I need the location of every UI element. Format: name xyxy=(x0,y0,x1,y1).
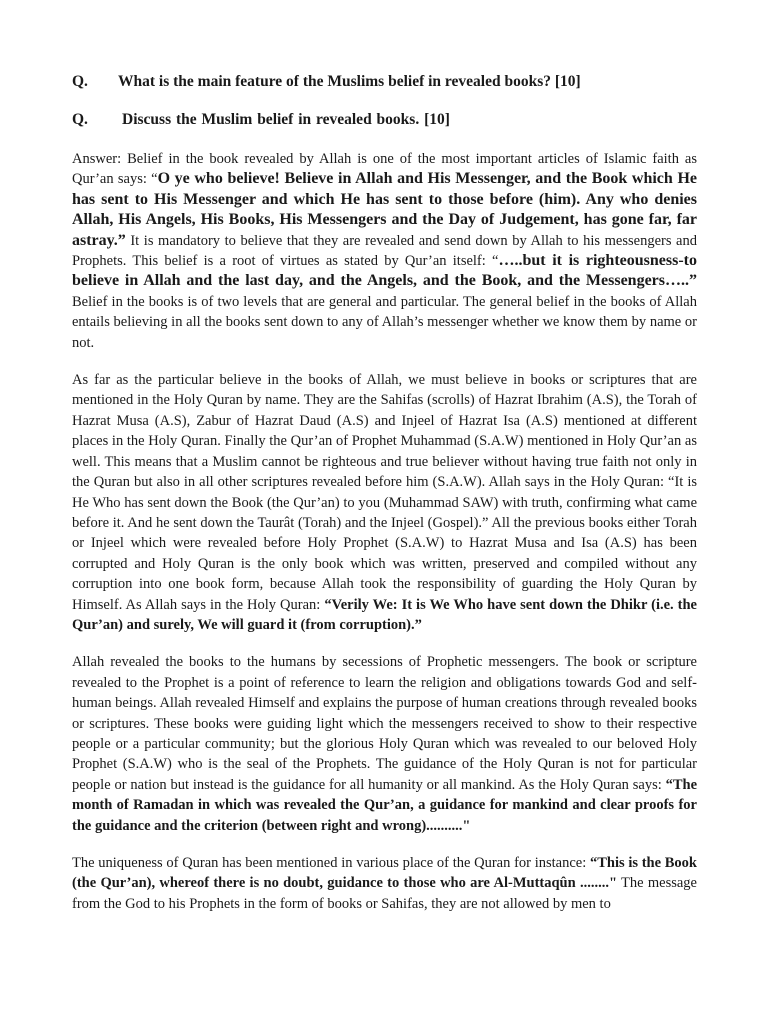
quran-quote-5: “This is the Book (the Qur’an), whereof there is no doubt, guidance to those who are Al-Muttaqûn ........" xyxy=(72,855,697,892)
answer-middle: It is mandatory to believe that they are revealed and send down by Allah to his messengers and Prophets. This belief is a root of virtues as stated by Qur’an itself: “ xyxy=(72,232,697,270)
question-1-text: What is the main feature of the Muslims belief in revealed books? [10] xyxy=(118,73,581,90)
paragraph-gap xyxy=(72,635,697,652)
quran-quote-1: O ye who believe! Believe in Allah and His Messenger, and the Book which He has sent to His Messenger and which He has sent to those before (him). Any who denies Allah, His Angels, His Books, His Messengers and the Day of Judgement, has gone far, far astray.” xyxy=(72,170,697,249)
paragraph-gap xyxy=(72,836,697,853)
paragraph-2-text: As far as the particular believe in the books of Allah, we must believe in books or scriptures that are mentioned in the Holy Quran by name. They are the Sahifas (scrolls) of Hazrat Ibrahim (A.S), the Torah of Hazrat Musa (A.S), Zabur of Hazrat Daud (A.S) and Injeel of Hazrat Isa (A.S) mentioned at different places in the Holy Quran. Finally the Qur’an of Prophet Muhammad (S.A.W) mentioned in Holy Qur’an as well. This means that a Muslim cannot be righteous and true believer without having true faith not only in the Quran but also in all other scriptures revealed before him (S.A.W). Allah says in the Holy Quran: “It is He Who has sent down the Book (the Qur’an) to you (Muhammad SAW) with truth, confirming what came before it. And he sent down the Taurât (Torah) and the Injeel (Gospel).” All the previous books either Torah or Injeel which were revealed before Holy Prophet (S.A.W) to Hazrat Musa and Isa (A.S) has been corrupted and Holy Quran is the only book which was written, preserved and compiled without any corruption into one book form, because Allah took the responsibility of guarding the Holy Quran by Himself. As Allah says in the Holy Quran: xyxy=(72,372,697,613)
answer-paragraph-2 xyxy=(72,370,697,635)
quran-quote-3: “Verily We: It is We Who have sent down the Dhikr (i.e. the Qur’an) and surely, We will guard it (from corruption).” xyxy=(72,596,697,633)
paragraph-3-text: Allah revealed the books to the humans by secessions of Prophetic messengers. The book or scripture revealed to the Prophet is a point of reference to learn the religion and obligations towards God and self-human beings. Allah revealed Himself and explains the purpose of human creations through revealed books or scriptures. These books were guiding light which the messengers received to show to their respective people or a particular community; but the glorious Holy Quran which was revealed to our beloved Holy Prophet (S.A.W) who is the seal of the Prophets. The guidance of the Holy Quran is not for particular people or nation but instead is the guidance for all humanity or all mankind. As the Holy Quran says: xyxy=(72,654,697,793)
quran-quote-2: …..but it is righteousness-to believe in Allah and the last day, and the Angels, and the Book, and the Messengers…..” xyxy=(72,252,697,290)
answer-paragraph-1 xyxy=(72,149,697,353)
answer-paragraph-3 xyxy=(72,652,697,836)
paragraph-4-text: The uniqueness of Quran has been mentioned in various place of the Quran for instance: xyxy=(72,855,590,871)
question-2 xyxy=(72,109,697,131)
answer-intro: Answer: Belief in the book revealed by Allah is one of the most important articles of Islamic faith as Qur’an says: “ xyxy=(72,151,697,188)
quran-quote-4: “The month of Ramadan in which was revealed the Qur’an, a guidance for mankind and clear proofs for the guidance and the criterion (between right and wrong).........." xyxy=(72,776,697,834)
question-2-label: Q. xyxy=(72,111,88,128)
question-1 xyxy=(72,71,697,93)
question-2-text: Discuss the Muslim belief in revealed books. [10] xyxy=(122,111,450,128)
question-1-label: Q. xyxy=(72,73,88,90)
paragraph-4-end: The message from the God to his Prophets in the form of books or Sahifas, they are not allowed by men to xyxy=(72,875,697,912)
paragraph-gap xyxy=(72,353,697,370)
answer-paragraph-4 xyxy=(72,853,697,914)
answer-end: Belief in the books is of two levels that are general and particular. The general belief in the books of Allah entails believing in all the books sent down to any of Allah’s messenger whether we know them by name or not. xyxy=(72,293,697,351)
